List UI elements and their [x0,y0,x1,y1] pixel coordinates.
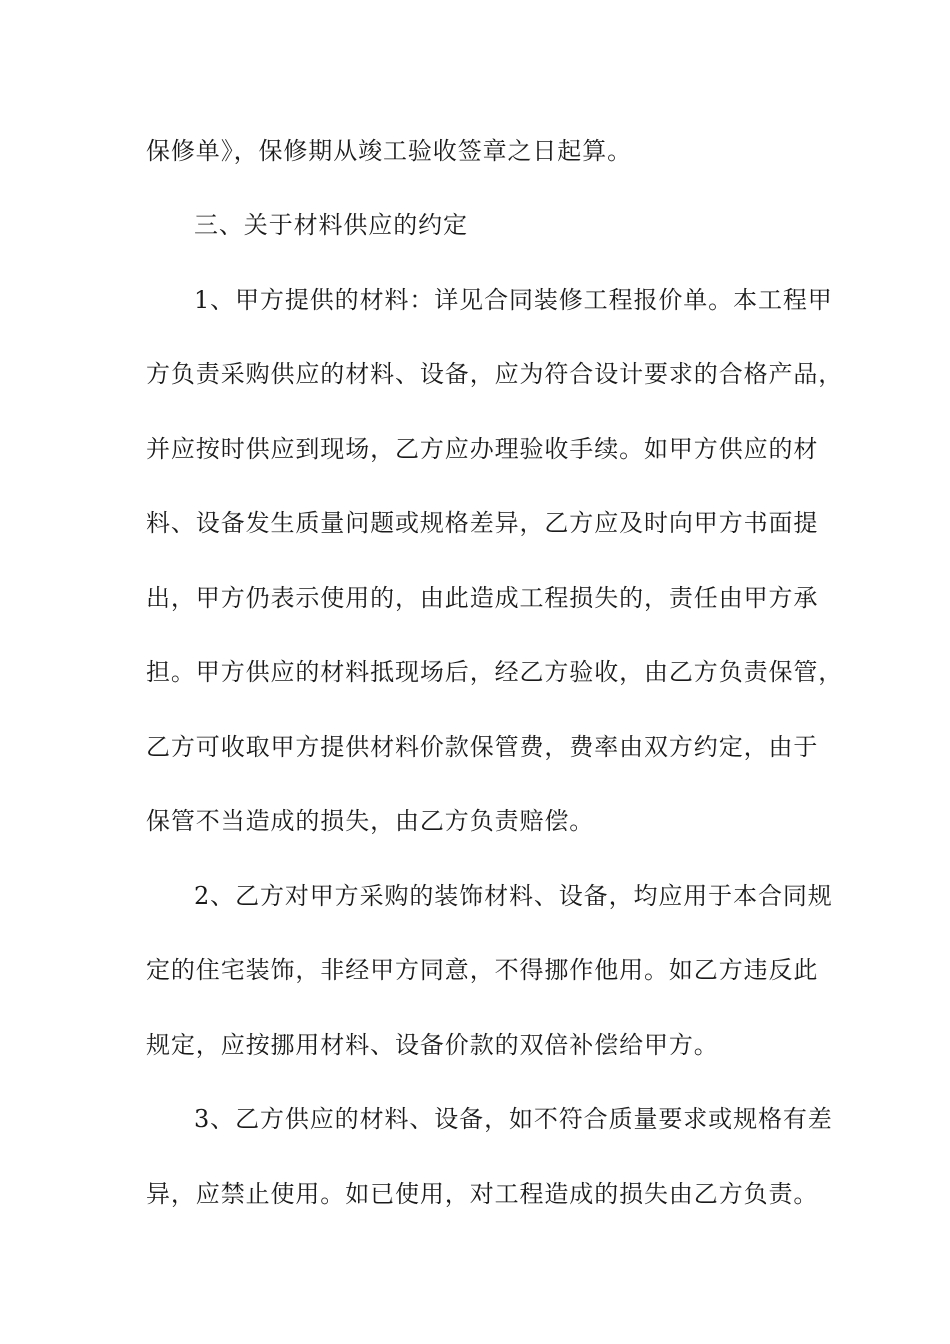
paragraph-line: 保管不当造成的损失，由乙方负责赔偿。 [146,807,595,835]
paragraph-line: 出，甲方仍表示使用的，由此造成工程损失的，责任由甲方承 [146,584,819,612]
paragraph-line: 2、乙方对甲方采购的装饰材料、设备，均应用于本合同规 [194,882,833,910]
paragraph-line: 担。甲方供应的材料抵现场后，经乙方验收，由乙方负责保管， [146,658,844,686]
section-heading: 三、关于材料供应的约定 [194,211,468,239]
paragraph-line: 保修单》，保修期从竣工验收签章之日起算。 [146,137,632,165]
paragraph-line: 乙方可收取甲方提供材料价款保管费，费率由双方约定，由于 [146,733,819,761]
paragraph-line: 定的住宅装饰，非经甲方同意，不得挪作他用。如乙方违反此 [146,956,819,984]
paragraph-line: 1、甲方提供的材料：详见合同装修工程报价单。本工程甲 [194,286,833,314]
paragraph-line: 料、设备发生质量问题或规格差异，乙方应及时向甲方书面提 [146,509,819,537]
paragraph-line: 3、乙方供应的材料、设备，如不符合质量要求或规格有差 [194,1105,833,1133]
paragraph-line: 规定，应按挪用材料、设备价款的双倍补偿给甲方。 [146,1031,719,1059]
paragraph-line: 方负责采购供应的材料、设备，应为符合设计要求的合格产品， [146,360,844,388]
paragraph-line: 异，应禁止使用。如已使用，对工程造成的损失由乙方负责。 [146,1180,819,1208]
paragraph-line: 并应按时供应到现场，乙方应办理验收手续。如甲方供应的材 [146,435,819,463]
